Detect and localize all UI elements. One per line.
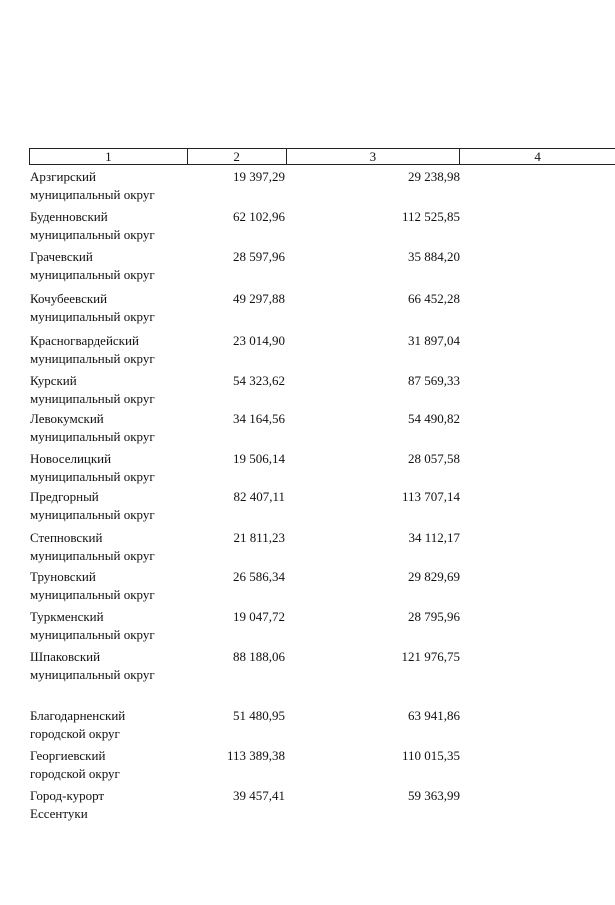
table-row (30, 168, 615, 206)
row-col3-value: 28 057,58 (408, 451, 460, 466)
row-col3-value: 110 015,35 (401, 748, 460, 763)
row-col3-value: 87 569,33 (408, 373, 460, 388)
table-row (30, 248, 615, 286)
header-col-4: 4 (534, 149, 541, 164)
row-name: Благодарненский городской округ (30, 708, 126, 741)
table-row (30, 648, 615, 686)
row-col3-value: 29 238,98 (408, 169, 460, 184)
row-col2-value: 39 457,41 (233, 788, 285, 803)
row-col2-value: 19 506,14 (233, 451, 285, 466)
table-row (30, 488, 615, 526)
row-col3-value: 34 112,17 (408, 530, 460, 545)
row-name: Буденновский муниципальный округ (30, 209, 155, 242)
row-name: Труновский муниципальный округ (30, 569, 155, 602)
row-col2-value: 28 597,96 (233, 249, 285, 264)
row-col3-value: 35 884,20 (408, 249, 460, 264)
table-row (30, 208, 615, 246)
table-row (30, 747, 615, 785)
header-col-1: 1 (30, 149, 188, 164)
row-name: Левокумский муниципальный округ (30, 411, 155, 444)
table-row (30, 332, 615, 370)
table-row (30, 707, 615, 745)
table-header (29, 148, 615, 165)
row-col2-value: 51 480,95 (233, 708, 285, 723)
row-col3-value: 59 363,99 (408, 788, 460, 803)
row-name: Туркменский муниципальный округ (30, 609, 155, 642)
row-col2-value: 19 397,29 (233, 169, 285, 184)
row-name: Красногвардейский муниципальный округ (30, 333, 155, 366)
header-col-2: 2 (188, 149, 287, 164)
row-col3-value: 121 976,75 (401, 649, 460, 664)
table-row (30, 450, 615, 488)
row-col2-value: 19 047,72 (233, 609, 285, 624)
table-row (30, 410, 615, 448)
row-col2-value: 82 407,11 (233, 489, 285, 504)
row-col2-value: 113 389,38 (226, 748, 285, 763)
row-name: Город-курорт Ессентуки (30, 788, 105, 821)
row-col2-value: 62 102,96 (233, 209, 285, 224)
row-col3-value: 54 490,82 (408, 411, 460, 426)
row-col3-value: 112 525,85 (401, 209, 460, 224)
row-col2-value: 54 323,62 (233, 373, 285, 388)
row-col2-value: 88 188,06 (233, 649, 285, 664)
row-name: Степновский муниципальный округ (30, 530, 155, 563)
row-col3-value: 113 707,14 (401, 489, 460, 504)
row-col3-value: 29 829,69 (408, 569, 460, 584)
row-name: Арзгирский муниципальный округ (30, 169, 155, 202)
row-col2-value: 26 586,34 (233, 569, 285, 584)
row-col2-value: 21 811,23 (233, 530, 285, 545)
row-name: Новоселицкий муниципальный округ (30, 451, 155, 484)
row-name: Грачевский муниципальный округ (30, 249, 155, 282)
row-col3-value: 63 941,86 (408, 708, 460, 723)
row-col2-value: 23 014,90 (233, 333, 285, 348)
row-col3-value: 66 452,28 (408, 291, 460, 306)
row-name: Курский муниципальный округ (30, 373, 155, 406)
table-row (30, 568, 615, 606)
table-row (30, 529, 615, 567)
row-name: Предгорный муниципальный округ (30, 489, 155, 522)
row-col3-value: 28 795,96 (408, 609, 460, 624)
table-row (30, 608, 615, 646)
row-col2-value: 49 297,88 (233, 291, 285, 306)
table-row (30, 372, 615, 410)
row-name: Георгиевский городской округ (30, 748, 120, 781)
table-row (30, 290, 615, 328)
table-row (30, 787, 615, 825)
row-name: Кочубеевский муниципальный округ (30, 291, 155, 324)
header-col-3: 3 (287, 149, 461, 164)
row-col3-value: 31 897,04 (408, 333, 460, 348)
row-name: Шпаковский муниципальный округ (30, 649, 155, 682)
row-col2-value: 34 164,56 (233, 411, 285, 426)
